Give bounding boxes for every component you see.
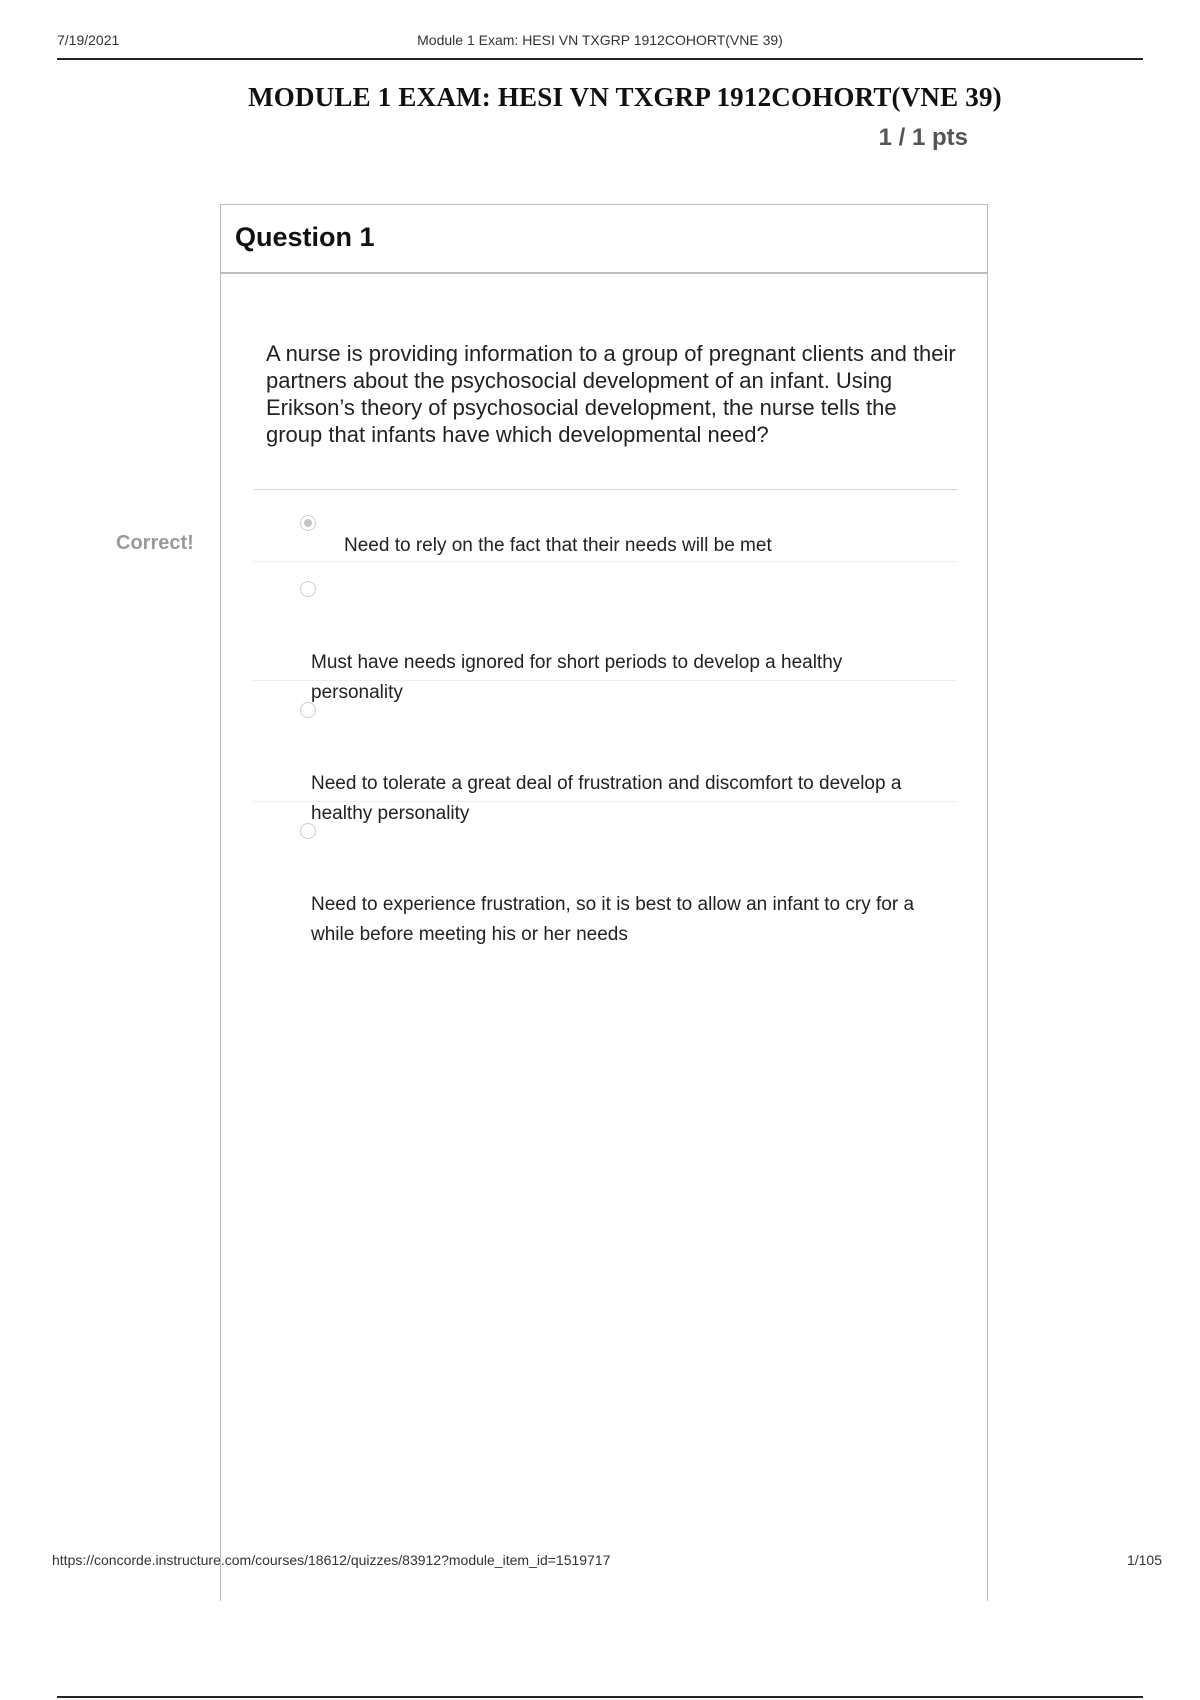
answer-option-text: Need to tolerate a great deal of frustration and discomfort to develop a healthy personality	[311, 773, 902, 824]
correct-answer-label: Correct!	[116, 532, 194, 554]
question-header	[221, 205, 987, 274]
answer-option[interactable]	[253, 577, 956, 703]
answer-option[interactable]	[253, 698, 956, 824]
selected-radio-button[interactable]	[300, 515, 316, 531]
radio-button[interactable]	[300, 702, 316, 718]
print-date: 7/19/2021	[57, 32, 120, 48]
page-url: https://concorde.instructure.com/courses/18612/quizzes/83912?module_item_id=1519717	[52, 1552, 611, 1568]
answer-option-text: Must have needs ignored for short periods to develop a healthy personality	[311, 652, 843, 703]
question-divider	[254, 489, 957, 490]
print-page-title: Module 1 Exam: HESI VN TXGRP 1912COHORT(VNE 39)	[417, 32, 783, 48]
print-header	[57, 28, 1143, 60]
question-points: 1 / 1 pts	[878, 124, 968, 151]
answer-option[interactable]	[253, 819, 956, 963]
radio-button[interactable]	[300, 823, 316, 839]
answer-option-text: Need to rely on the fact that their needs will be met	[344, 535, 772, 556]
page-number: 1/105	[1126, 1552, 1162, 1568]
answer-option[interactable]	[253, 508, 956, 562]
question-number: Question 1	[235, 222, 375, 252]
bottom-divider	[57, 1696, 1143, 1698]
question-text: A nurse is providing information to a group of pregnant clients and their partners about the psychosocial development of an infant. Using Erikson’s theory of psychosocial development, the nurse tells the group that infants have which developmental need?	[266, 341, 956, 447]
answer-option-text: Need to experience frustration, so it is best to allow an infant to cry for a while before meeting his or her needs	[311, 894, 915, 945]
radio-button[interactable]	[300, 581, 316, 597]
exam-title: MODULE 1 EXAM: HESI VN TXGRP 1912COHORT(VNE 39)	[248, 82, 1002, 112]
